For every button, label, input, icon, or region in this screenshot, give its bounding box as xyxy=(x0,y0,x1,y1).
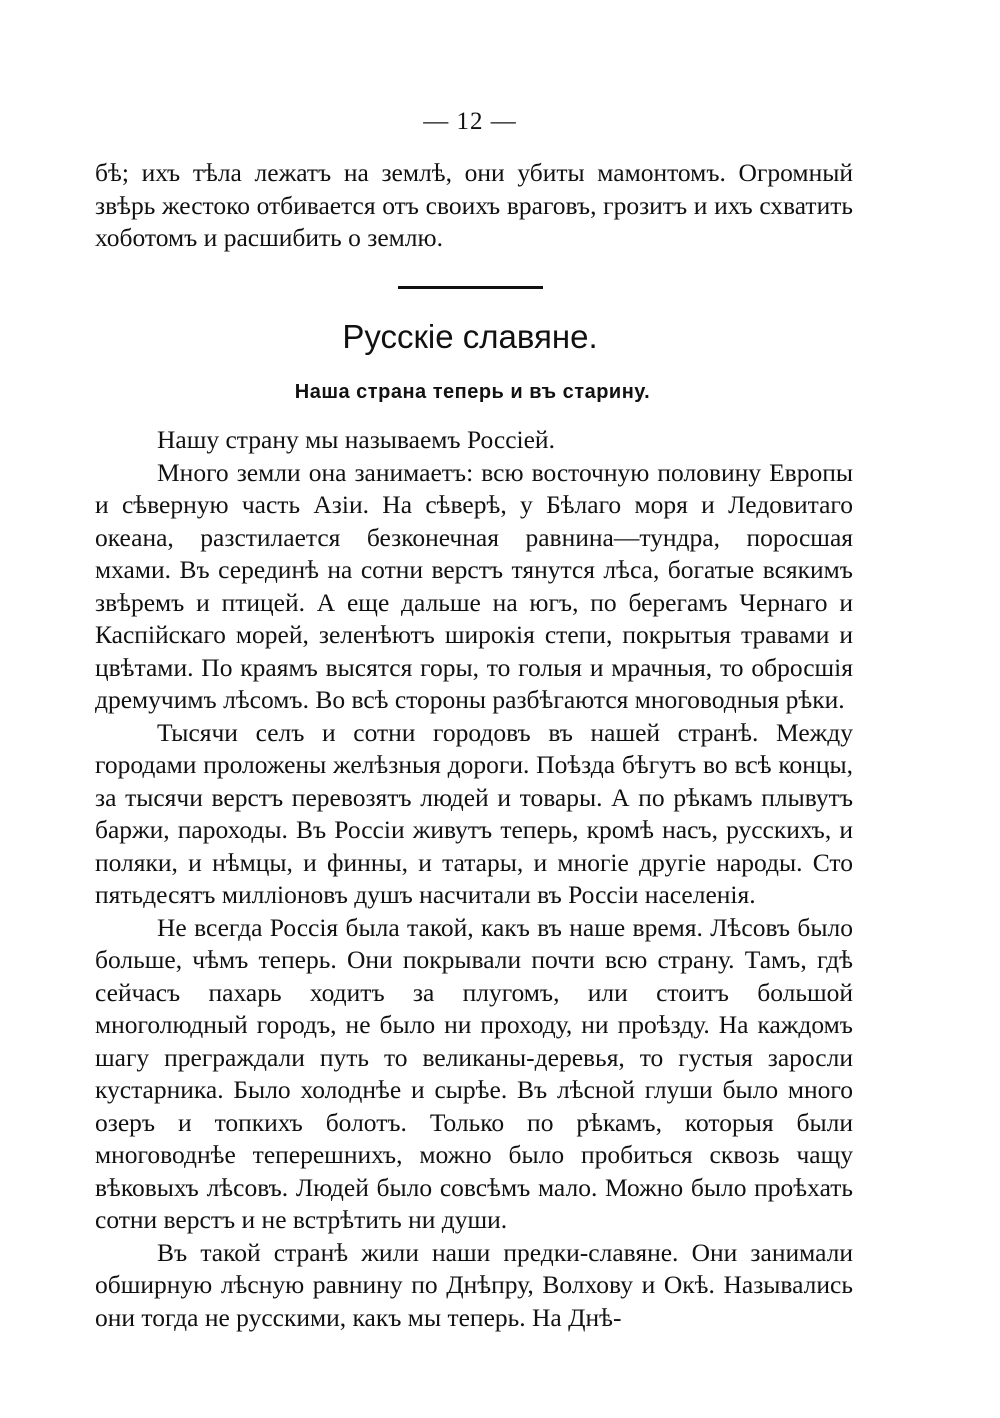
paragraph: Много земли она занимаетъ: всю восточную половину Европы и сѣверную часть Азiи. На сѣверѣ, у Бѣлаго моря и Ледовитаго океана, разстилается безконечная равнина—тундра, поросшая мхами. Въ серединѣ на сотни верстъ тянутся лѣса, богатые всякимъ звѣремъ и птицей. А еще дальше на югъ, по берегамъ Чернаго и Каспiйскаго морей, зеленѣютъ широкiя степи, покрытыя травами и цвѣтами. По краямъ высятся горы, то голыя и мрачныя, то обросшiя дремучимъ лѣсомъ. Во всѣ стороны разбѣгаются многоводныя рѣки. xyxy=(95,457,853,714)
paragraph: Нашу страну мы называемъ Россiей. xyxy=(157,425,555,454)
intro-text-block xyxy=(95,157,853,255)
article-body xyxy=(95,424,853,1334)
paragraph: Въ такой странѣ жили наши предки-славяне. Они занимали обширную лѣсную равнину по Днѣпру, Волхову и Окѣ. Назывались они тогда не русскими, какъ мы теперь. На Днѣ- xyxy=(95,1237,853,1332)
section-divider xyxy=(398,286,543,289)
paragraph: Тысячи селъ и сотни городовъ въ нашей странѣ. Между городами проложены желѣзныя дороги. Поѣзда бѣгутъ во всѣ концы, за тысячи верстъ перевозятъ людей и товары. А по рѣкамъ плывутъ баржи, пароходы. Въ Россiи живутъ теперь, кромѣ насъ, русскихъ, и поляки, и нѣмцы, и финны, и татары, и многiе другiе народы. Сто пятьдесятъ миллiоновъ душъ насчитали въ Россiи населенiя. xyxy=(95,717,853,909)
paragraph: Не всегда Россiя была такой, какъ въ наше время. Лѣсовъ было больше, чѣмъ теперь. Они покрывали почти всю страну. Тамъ, гдѣ сейчасъ пахарь ходитъ за плугомъ, или стоитъ большой многолюдный городъ, не было ни проходу, ни проѣзду. На каждомъ шагу преграждали путь то великаны-деревья, то густыя заросли кустарника. Было холоднѣе и сырѣе. Въ лѣсной глуши было много озеръ и топкихъ болотъ. Только по рѣкамъ, которыя были многоводнѣе теперешнихъ, можно было пробиться сквозь чащу вѣковыхъ лѣсовъ. Людей было совсѣмъ мало. Можно было проѣхать сотни верстъ и не встрѣтить ни души. xyxy=(95,912,853,1234)
intro-paragraph: бѣ; ихъ тѣла лежатъ на землѣ, они убиты мамонтомъ. Огромный звѣрь жестоко отбивается отъ своихъ враговъ, грозитъ и ихъ схватить хоботомъ и расшибить о землю. xyxy=(95,158,853,252)
article-title: Русскiе славяне. xyxy=(342,318,598,355)
article-subtitle: Наша страна теперь и въ старину. xyxy=(294,381,651,403)
page-number: — 12 — xyxy=(423,108,517,135)
